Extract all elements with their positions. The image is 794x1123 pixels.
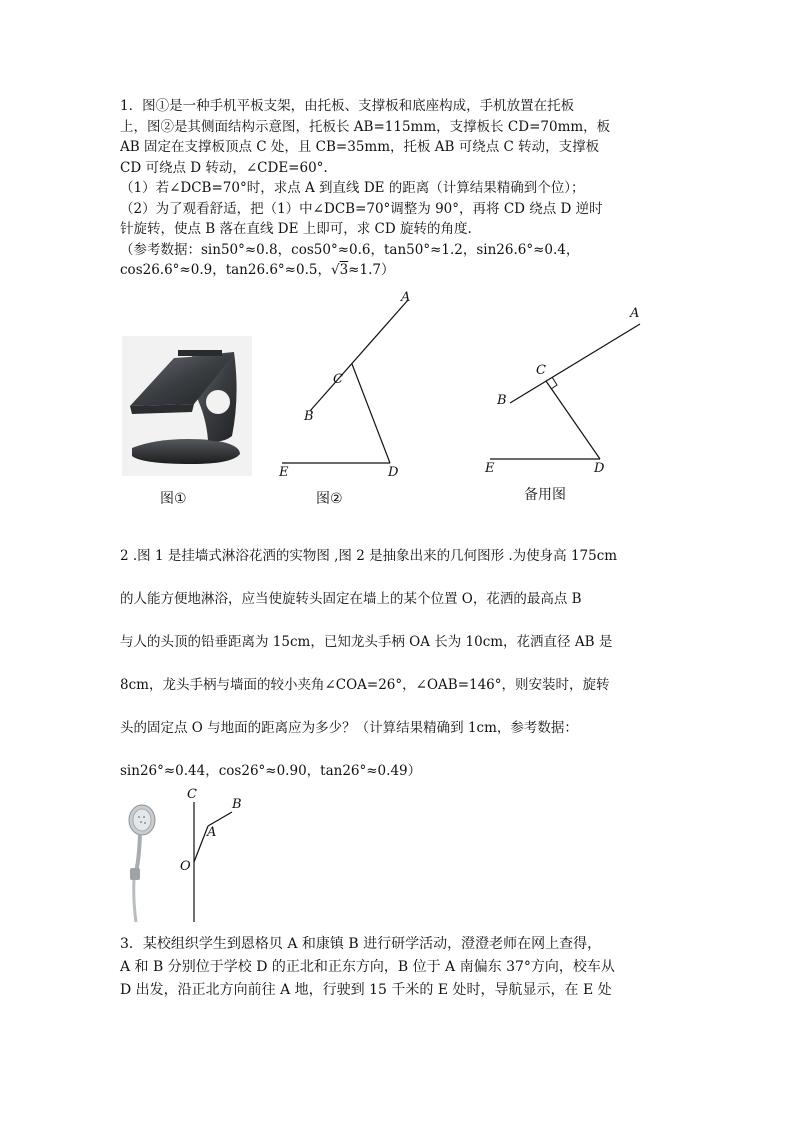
label-O: O: [180, 859, 191, 874]
label-B: B: [304, 409, 314, 424]
problem-3-line: 3．某校组织学生到恩格贝 A 和康镇 B 进行研学活动，澄澄老师在网上查得，: [120, 936, 602, 952]
label-C: C: [333, 372, 343, 387]
shower-geometry-diagram: [176, 784, 256, 924]
shower-head-image: [124, 800, 160, 924]
problem-3-text: [120, 933, 680, 1002]
label-A: A: [207, 825, 217, 840]
reference-suffix: ≈1.7）: [348, 262, 395, 278]
label-B: B: [232, 797, 242, 812]
problem-1-line: 上，图②是其侧面结构示意图，托板长 AB=115mm，支撑板长 CD=70mm，板: [120, 118, 611, 135]
caption-figure-2: 图②: [316, 491, 343, 507]
problem-2-line: 与人的头顶的铅垂距离为 15cm，已知龙头手柄 OA 长为 10cm，花洒直径 AB 是: [120, 634, 613, 650]
problem-1-line: （2）为了观看舒适，把（1）中∠DCB=70°调整为 90°，再将 CD 绕点 D 逆时: [120, 200, 603, 217]
label-A: A: [630, 306, 640, 321]
label-B: B: [497, 393, 507, 408]
problem-1-line: CD 可绕点 D 转动，∠CDE=60°.: [120, 159, 328, 176]
problem-3-line: D 出发，沿正北方向前往 A 地，行驶到 15 千米的 E 处时，导航显示，在 E 处: [120, 982, 612, 998]
label-C: C: [187, 787, 197, 802]
label-E: E: [279, 465, 289, 480]
problem-2-line: 的人能方便地淋浴，应当使旋转头固定在墙上的某个位置 O，花洒的最高点 B: [120, 591, 582, 607]
sqrt-sign: √: [330, 262, 340, 278]
tablet-stand-image: [122, 336, 252, 476]
sqrt-radicand: 3: [339, 262, 349, 278]
problem-1-line: （1）若∠DCB=70°时，求点 A 到直线 DE 的距离（计算结果精确到个位）；: [120, 180, 585, 196]
figure-2-diagram: [270, 286, 430, 486]
label-A: A: [401, 290, 411, 305]
problem-2-line: 2 .图 1 是挂墙式淋浴花洒的实物图 ,图 2 是抽象出来的几何图形 .为使身高 175cm: [120, 548, 618, 564]
problem-1-line: 1．图①是一种手机平板支架，由托板、支撑板和底座构成，手机放置在托板: [120, 98, 575, 114]
label-E: E: [485, 461, 495, 476]
problem-2-line: sin26°≈0.44，cos26°≈0.90，tan26°≈0.49）: [120, 763, 422, 779]
label-D: D: [594, 461, 605, 476]
caption-backup-figure: 备用图: [524, 487, 566, 503]
label-D: D: [388, 465, 399, 480]
backup-figure-diagram: [480, 300, 650, 480]
problem-2-line: 8cm，龙头手柄与墙面的较小夹角∠COA=26°，∠OAB=146°，则安装时，旋转: [120, 677, 610, 693]
reference-prefix: cos26.6°≈0.9，tan26.6°≈0.5，: [120, 262, 331, 278]
problem-1-line: 针旋转，使点 B 落在直线 DE 上即可，求 CD 旋转的角度.: [120, 221, 472, 237]
label-C: C: [536, 363, 546, 378]
problem-3-line: A 和 B 分别位于学校 D 的正北和正东方向，B 位于 A 南偏东 37°方向，校车从: [120, 959, 615, 975]
problem-1-line: （参考数据：sin50°≈0.8，cos50°≈0.6，tan50°≈1.2，sin26.6°≈0.4，: [120, 241, 580, 258]
problem-1-reference-line: [120, 260, 680, 281]
problem-2-line: 头的固定点 O 与地面的距离应为多少？（计算结果精确到 1cm，参考数据：: [120, 720, 578, 736]
caption-figure-1: 图①: [160, 491, 187, 507]
problem-1-text: [120, 96, 680, 281]
problem-1-line: AB 固定在支撑板顶点 C 处，且 CB=35mm，托板 AB 可绕点 C 转动，支撑板: [120, 139, 600, 155]
